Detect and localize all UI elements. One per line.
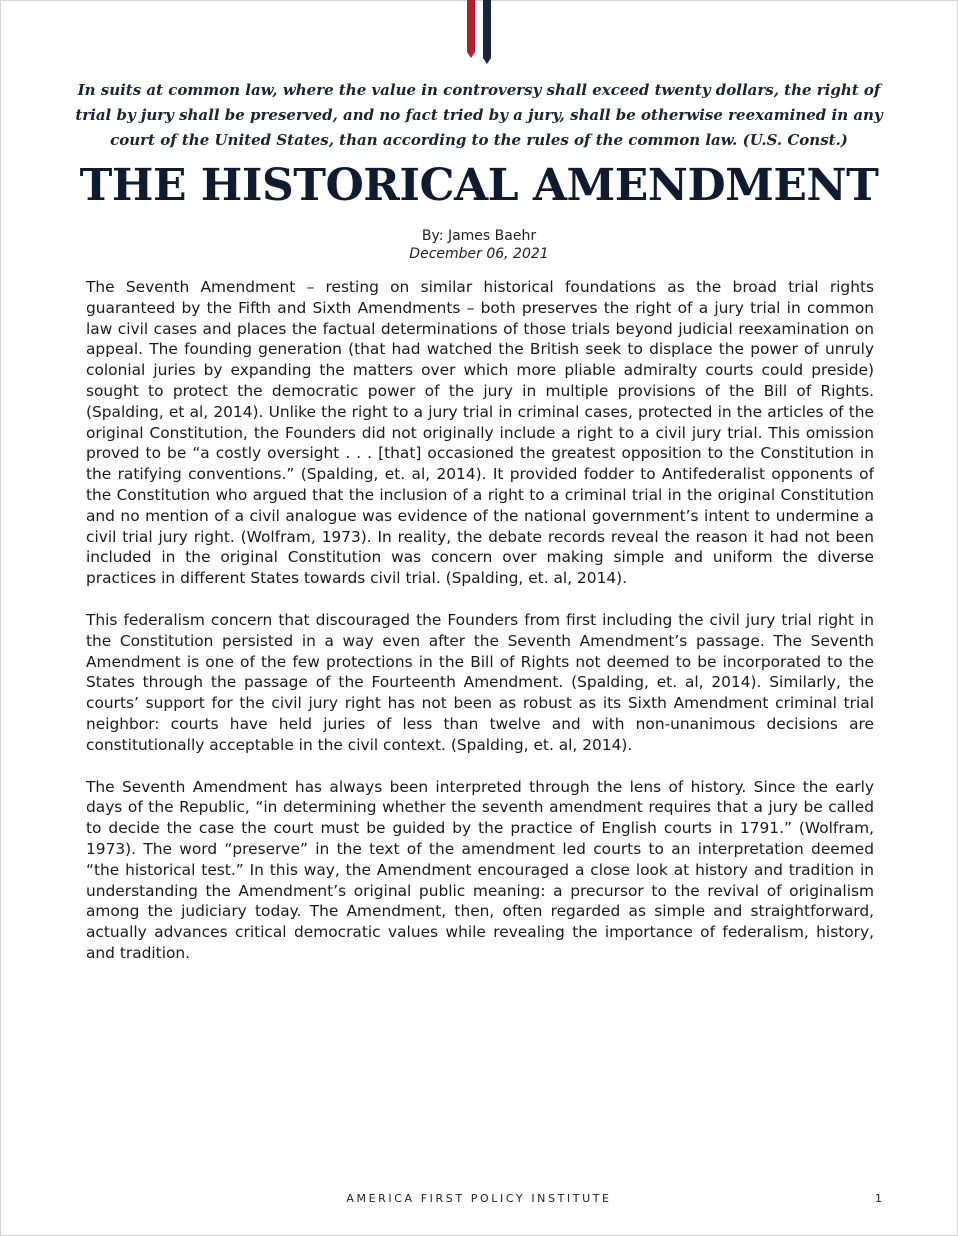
publication-date: December 06, 2021 (409, 246, 549, 262)
red-stripe (467, 0, 475, 58)
page-title: THE HISTORICAL AMENDMENT (79, 160, 879, 211)
footer-organization: AMERICA FIRST POLICY INSTITUTE (346, 1192, 612, 1205)
article-paragraph: This federalism concern that discouraged the Founders from first including the civil jury trial right in the Constitution persisted in a way even after the Seventh Amendment’s passage. The Seventh Amendment is one of the few protections in the Bill of Rights not deemed to be incorporated to the States through the passage of the Fourteenth Amendment. (Spalding, et. al, 2014). Similarly, the courts’ support for the civil jury right has not been as robust as its Sixth Amendment criminal trial neighbor: courts have held juries of less than twelve and with non-unanimous decisions are constitutionally acceptable in the civil context. (Spalding, et. al, 2014). (86, 610, 874, 754)
page-number: 1 (875, 1192, 882, 1205)
article-paragraph: The Seventh Amendment has always been interpreted through the lens of history. Since the early days of the Republic, “in determining whether the seventh amendment requires that a jury be called to decide the case the court must be guided by the practice of English courts in 1791.” (Wolfram, 1973). The word “preserve” in the text of the amendment led courts to an interpretation deemed “the historical test.” In this way, the Amendment encouraged a close look at history and tradition in understanding the Amendment’s original public meaning: a precursor to the revival of originalism among the judiciary today. The Amendment, then, often regarded as simple and straightforward, actually advances critical democratic values while revealing the importance of federalism, history, and tradition. (86, 777, 874, 962)
flag-stripes-logo (465, 0, 495, 64)
article-paragraph: The Seventh Amendment – resting on similar historical foundations as the broad trial rights guaranteed by the Fifth and Sixth Amendments – both preserves the right of a jury trial in common law civil cases and places the factual determinations of those trials beyond judicial reexamination on appeal. The founding generation (that had watched the British seek to displace the power of unruly colonial juries by expanding the matters over which more pliable admiralty courts could preside) sought to protect the democratic power of the jury in multiple provisions of the Bill of Rights. (Spalding, et al, 2014). Unlike the right to a jury trial in criminal cases, protected in the articles of the original Constitution, the Founders did not originally include a right to a civil jury trial. This omission proved to be “a costly oversight . . . [that] occasioned the greatest opposition to the Constitution in the ratifying conventions.” (Spalding, et. al, 2014). It provided fodder to Antifederalist opponents of the Constitution who argued that the inclusion of a right to a criminal trial in the original Constitution and no mention of a civil analogue was evidence of the national government’s intent to undermine a civil trial jury right. (Wolfram, 1973). In reality, the debate records reveal the reason it had not been included in the original Constitution was concern over making simple and uniform the diverse practices in different States towards civil trial. (Spalding, et. al, 2014). (86, 278, 874, 588)
author-byline: By: James Baehr (421, 228, 537, 244)
constitution-quote: In suits at common law, where the value in controversy shall exceed twenty dollars, the right of trial by jury shall be preserved, and no fact tried by a jury, shall be otherwise reexamined in any court of the United States, than according to the rules of the common law. (U.S. Const.) (75, 81, 883, 149)
article-body (86, 277, 874, 985)
navy-stripe (483, 0, 491, 64)
